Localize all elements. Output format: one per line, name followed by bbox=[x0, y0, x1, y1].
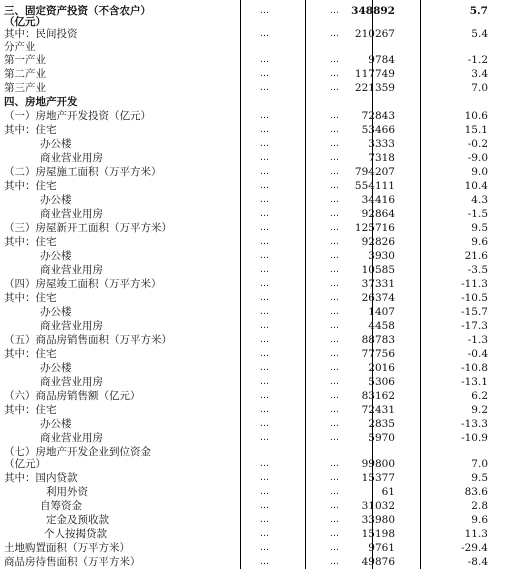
row-label: 其中：住宅 bbox=[4, 292, 57, 304]
change-cell: 9.0 bbox=[471, 166, 488, 178]
value-cell: 3333 bbox=[368, 138, 395, 150]
value-cell: 72843 bbox=[361, 110, 395, 122]
ellipsis-cell: … bbox=[260, 391, 270, 401]
ellipsis-cell: … bbox=[330, 543, 340, 553]
value-cell: 5970 bbox=[368, 432, 395, 444]
ellipsis-cell: … bbox=[260, 69, 270, 79]
change-cell: -1.3 bbox=[467, 334, 488, 346]
ellipsis-cell: … bbox=[260, 209, 270, 219]
change-cell: -8.4 bbox=[467, 556, 488, 568]
ellipsis-cell: … bbox=[330, 265, 340, 275]
row-label: 三、固定资产投资（不含农户） bbox=[4, 5, 151, 17]
value-cell: 34416 bbox=[361, 194, 395, 206]
ellipsis-cell: … bbox=[260, 195, 270, 205]
change-cell: -1.2 bbox=[467, 54, 488, 66]
value-cell: 92826 bbox=[361, 236, 395, 248]
ellipsis-cell: … bbox=[330, 237, 340, 247]
row-label: 定金及预收款 bbox=[46, 514, 109, 526]
value-cell: 37331 bbox=[361, 278, 395, 290]
ellipsis-cell: … bbox=[330, 405, 340, 415]
value-cell: 61 bbox=[381, 486, 395, 498]
change-cell: 9.6 bbox=[471, 514, 488, 526]
row-label: （七）房地产开发企业到位资金 bbox=[4, 446, 151, 458]
ellipsis-cell: … bbox=[330, 557, 340, 567]
ellipsis-cell: … bbox=[330, 391, 340, 401]
change-cell: 2.8 bbox=[471, 500, 488, 512]
value-cell: 53466 bbox=[361, 124, 395, 136]
ellipsis-cell: … bbox=[260, 55, 270, 65]
value-cell: 125716 bbox=[354, 222, 395, 234]
value-cell: 26374 bbox=[361, 292, 395, 304]
ellipsis-cell: … bbox=[330, 111, 340, 121]
ellipsis-cell: … bbox=[330, 459, 340, 469]
ellipsis-cell: … bbox=[260, 29, 270, 39]
ellipsis-cell: … bbox=[260, 543, 270, 553]
ellipsis-cell: … bbox=[260, 405, 270, 415]
row-label: 商业营业用房 bbox=[40, 320, 103, 332]
row-label: （二）房屋施工面积（万平方米） bbox=[4, 166, 162, 178]
ellipsis-cell: … bbox=[260, 6, 270, 16]
ellipsis-cell: … bbox=[260, 293, 270, 303]
value-cell: 15377 bbox=[361, 472, 395, 484]
ellipsis-cell: … bbox=[260, 237, 270, 247]
value-cell: 10585 bbox=[361, 264, 395, 276]
ellipsis-cell: … bbox=[330, 83, 340, 93]
change-cell: -13.3 bbox=[461, 418, 488, 430]
row-label: 办公楼 bbox=[40, 306, 72, 318]
value-cell: 221359 bbox=[354, 82, 395, 94]
ellipsis-cell: … bbox=[260, 349, 270, 359]
ellipsis-cell: … bbox=[260, 335, 270, 345]
change-cell: 83.6 bbox=[464, 486, 488, 498]
row-label: 个人按揭贷款 bbox=[44, 528, 107, 540]
ellipsis-cell: … bbox=[330, 501, 340, 511]
row-label: 商业营业用房 bbox=[40, 152, 103, 164]
ellipsis-cell: … bbox=[330, 6, 340, 16]
change-cell: -29.4 bbox=[461, 542, 488, 554]
ellipsis-cell: … bbox=[330, 473, 340, 483]
ellipsis-cell: … bbox=[260, 181, 270, 191]
ellipsis-cell: … bbox=[260, 111, 270, 121]
ellipsis-cell: … bbox=[330, 279, 340, 289]
row-label: 利用外资 bbox=[46, 486, 88, 498]
change-cell: 4.3 bbox=[471, 194, 488, 206]
ellipsis-cell: … bbox=[330, 307, 340, 317]
value-cell: 72431 bbox=[361, 404, 395, 416]
ellipsis-cell: … bbox=[330, 223, 340, 233]
row-label: 办公楼 bbox=[40, 194, 72, 206]
change-cell: -1.5 bbox=[467, 208, 488, 220]
ellipsis-cell: … bbox=[260, 265, 270, 275]
value-cell: 31032 bbox=[361, 500, 395, 512]
ellipsis-cell: … bbox=[330, 335, 340, 345]
row-label: 办公楼 bbox=[40, 418, 72, 430]
row-label: 其中：住宅 bbox=[4, 348, 57, 360]
change-cell: 21.6 bbox=[464, 250, 488, 262]
change-cell: 6.2 bbox=[471, 390, 488, 402]
ellipsis-cell: … bbox=[330, 55, 340, 65]
value-cell: 9761 bbox=[368, 542, 395, 554]
row-label: （四）房屋竣工面积（万平方米） bbox=[4, 278, 162, 290]
row-label: 其中：住宅 bbox=[4, 124, 57, 136]
value-cell: 210267 bbox=[354, 28, 395, 40]
ellipsis-cell: … bbox=[260, 139, 270, 149]
ellipsis-cell: … bbox=[260, 167, 270, 177]
change-cell: 9.5 bbox=[471, 472, 488, 484]
value-cell: 348892 bbox=[351, 5, 395, 17]
change-cell: 9.6 bbox=[471, 236, 488, 248]
ellipsis-cell: … bbox=[330, 363, 340, 373]
change-cell: 5.4 bbox=[471, 28, 488, 40]
ellipsis-cell: … bbox=[330, 529, 340, 539]
row-label: （三）房屋新开工面积（万平方米） bbox=[4, 222, 172, 234]
value-cell: 15198 bbox=[361, 528, 395, 540]
change-cell: -17.3 bbox=[461, 320, 488, 332]
value-cell: 554111 bbox=[354, 180, 395, 192]
change-cell: -13.1 bbox=[461, 376, 488, 388]
change-cell: 7.0 bbox=[471, 82, 488, 94]
change-cell: 7.0 bbox=[471, 458, 488, 470]
value-cell: 77756 bbox=[361, 348, 395, 360]
ellipsis-cell: … bbox=[330, 29, 340, 39]
row-label: （五）商品房销售面积（万平方米） bbox=[4, 334, 172, 346]
ellipsis-cell: … bbox=[330, 139, 340, 149]
ellipsis-cell: … bbox=[330, 251, 340, 261]
change-cell: 10.4 bbox=[464, 180, 488, 192]
ellipsis-cell: … bbox=[260, 251, 270, 261]
ellipsis-cell: … bbox=[330, 293, 340, 303]
change-cell: -10.5 bbox=[461, 292, 488, 304]
ellipsis-cell: … bbox=[330, 195, 340, 205]
row-label: 商品房待售面积（万平方米） bbox=[4, 556, 141, 568]
value-cell: 2016 bbox=[368, 362, 395, 374]
row-label: 其中：民间投资 bbox=[4, 28, 78, 40]
row-label: 办公楼 bbox=[40, 250, 72, 262]
ellipsis-cell: … bbox=[260, 363, 270, 373]
ellipsis-cell: … bbox=[260, 487, 270, 497]
ellipsis-cell: … bbox=[330, 419, 340, 429]
ellipsis-cell: … bbox=[260, 433, 270, 443]
table-divider bbox=[240, 0, 241, 569]
change-cell: -10.9 bbox=[461, 432, 488, 444]
ellipsis-cell: … bbox=[260, 279, 270, 289]
ellipsis-cell: … bbox=[260, 515, 270, 525]
ellipsis-cell: … bbox=[330, 125, 340, 135]
ellipsis-cell: … bbox=[260, 377, 270, 387]
table-divider bbox=[420, 0, 421, 569]
ellipsis-cell: … bbox=[330, 69, 340, 79]
ellipsis-cell: … bbox=[330, 433, 340, 443]
ellipsis-cell: … bbox=[260, 419, 270, 429]
change-cell: -15.7 bbox=[461, 306, 488, 318]
row-label: 其中：住宅 bbox=[4, 404, 57, 416]
value-cell: 83162 bbox=[361, 390, 395, 402]
value-cell: 9784 bbox=[368, 54, 395, 66]
ellipsis-cell: … bbox=[260, 83, 270, 93]
value-cell: 3930 bbox=[368, 250, 395, 262]
change-cell: -3.5 bbox=[467, 264, 488, 276]
row-label: 第三产业 bbox=[4, 82, 46, 94]
ellipsis-cell: … bbox=[260, 501, 270, 511]
row-label: 第一产业 bbox=[4, 54, 46, 66]
row-label: 其中：住宅 bbox=[4, 236, 57, 248]
row-label: （一）房地产开发投资（亿元） bbox=[4, 110, 151, 122]
row-label: 办公楼 bbox=[40, 138, 72, 150]
ellipsis-cell: … bbox=[260, 223, 270, 233]
ellipsis-cell: … bbox=[330, 181, 340, 191]
value-cell: 88783 bbox=[361, 334, 395, 346]
change-cell: 9.2 bbox=[471, 404, 488, 416]
value-cell: 7318 bbox=[368, 152, 395, 164]
row-label: （亿元） bbox=[4, 458, 46, 470]
value-cell: 1407 bbox=[368, 306, 395, 318]
row-label: （亿元） bbox=[4, 16, 46, 28]
ellipsis-cell: … bbox=[330, 209, 340, 219]
ellipsis-cell: … bbox=[330, 349, 340, 359]
ellipsis-cell: … bbox=[330, 321, 340, 331]
ellipsis-cell: … bbox=[330, 167, 340, 177]
change-cell: -10.8 bbox=[461, 362, 488, 374]
change-cell: 9.5 bbox=[471, 222, 488, 234]
value-cell: 2835 bbox=[368, 418, 395, 430]
row-label: 商业营业用房 bbox=[40, 208, 103, 220]
change-cell: -0.2 bbox=[467, 138, 488, 150]
row-label: 商业营业用房 bbox=[40, 432, 103, 444]
value-cell: 117749 bbox=[354, 68, 395, 80]
change-cell: 11.3 bbox=[464, 528, 488, 540]
row-label: 四、房地产开发 bbox=[4, 96, 78, 108]
ellipsis-cell: … bbox=[330, 377, 340, 387]
row-label: 商业营业用房 bbox=[40, 264, 103, 276]
change-cell: 5.7 bbox=[469, 5, 488, 17]
value-cell: 4458 bbox=[368, 320, 395, 332]
change-cell: -9.0 bbox=[467, 152, 488, 164]
row-label: 第二产业 bbox=[4, 68, 46, 80]
change-cell: -11.3 bbox=[461, 278, 488, 290]
value-cell: 92864 bbox=[361, 208, 395, 220]
ellipsis-cell: … bbox=[330, 487, 340, 497]
ellipsis-cell: … bbox=[260, 153, 270, 163]
value-cell: 49876 bbox=[361, 556, 395, 568]
ellipsis-cell: … bbox=[260, 473, 270, 483]
row-label: 商业营业用房 bbox=[40, 376, 103, 388]
ellipsis-cell: … bbox=[330, 153, 340, 163]
ellipsis-cell: … bbox=[260, 529, 270, 539]
row-label: 办公楼 bbox=[40, 362, 72, 374]
ellipsis-cell: … bbox=[260, 557, 270, 567]
ellipsis-cell: … bbox=[260, 459, 270, 469]
ellipsis-cell: … bbox=[330, 515, 340, 525]
row-label: （六）商品房销售额（亿元） bbox=[4, 390, 141, 402]
ellipsis-cell: … bbox=[260, 125, 270, 135]
ellipsis-cell: … bbox=[260, 321, 270, 331]
row-label: 土地购置面积（万平方米） bbox=[4, 542, 130, 554]
change-cell: 10.6 bbox=[464, 110, 488, 122]
value-cell: 99800 bbox=[361, 458, 395, 470]
change-cell: 3.4 bbox=[471, 68, 488, 80]
change-cell: -0.4 bbox=[467, 348, 488, 360]
table-divider bbox=[305, 0, 306, 569]
row-label: 其中：住宅 bbox=[4, 180, 57, 192]
value-cell: 794207 bbox=[354, 166, 395, 178]
row-label: 分产业 bbox=[4, 41, 36, 53]
value-cell: 33980 bbox=[361, 514, 395, 526]
row-label: 自筹资金 bbox=[40, 500, 82, 512]
value-cell: 5306 bbox=[368, 376, 395, 388]
change-cell: 15.1 bbox=[464, 124, 488, 136]
ellipsis-cell: … bbox=[260, 307, 270, 317]
row-label: 其中：国内贷款 bbox=[4, 472, 78, 484]
